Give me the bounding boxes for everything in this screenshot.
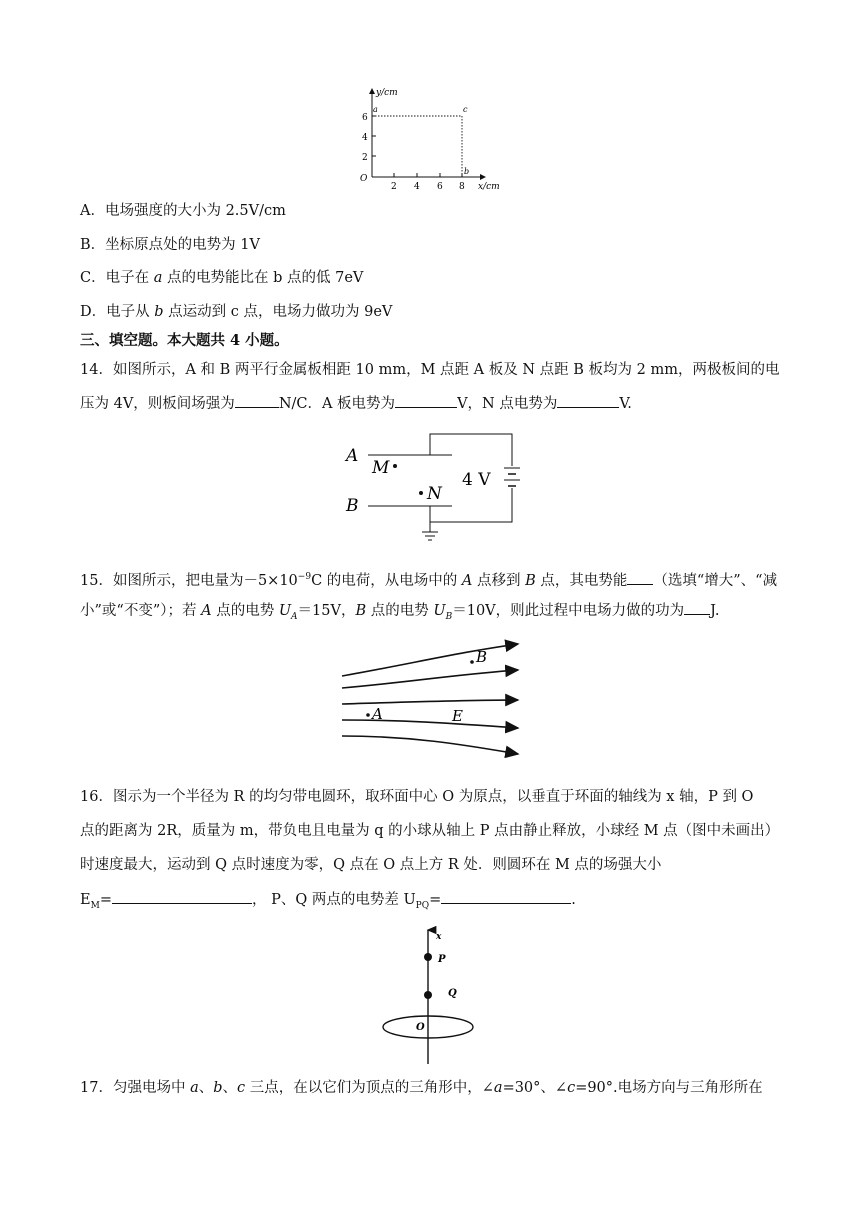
q14-blank-n-potential[interactable] — [557, 393, 619, 408]
y-tick-4: 4 — [362, 133, 368, 143]
label-p: P — [438, 954, 446, 965]
x-tick-2: 2 — [391, 182, 397, 192]
label-a: A — [372, 705, 383, 723]
q14-line2: 压为 4V，则板间场强为 N/C．A 板电势为 V，N 点电势为 V. — [80, 393, 632, 414]
q16-line2: 点的距离为 2R，质量为 m，带负电且电量为 q 的小球从轴上 P 点由静止释放，小球经 M 点（图中未画出） — [80, 823, 780, 839]
q13-coordinate-figure — [350, 85, 520, 195]
field-line-5 — [342, 736, 518, 754]
q13-option-a: A．电场强度的大小为 2.5V/cm — [80, 203, 286, 219]
q16-line4: $E_M=$ ， P、Q 两点的电势差 $U_{PQ}=$ . — [80, 889, 576, 916]
point-a-label: a — [373, 105, 378, 114]
q13-option-c: C．电子在 a 点的电势能比在 b 点的低 7eV — [80, 270, 364, 286]
x-tick-6: 6 — [437, 182, 443, 192]
q14-plates-figure — [340, 428, 540, 553]
field-line-3 — [342, 700, 518, 704]
point-a-dot — [366, 713, 370, 717]
point-m-dot — [393, 464, 397, 468]
label-b: B — [476, 648, 488, 666]
q15-line1: 15．如图所示，把电量为$-5\times 10^{-9}C$ 的电荷，从电场中的 A 点移到 B 点，其电势能 （选填“增大”、“减 — [80, 567, 777, 591]
q15-field-lines-figure — [340, 630, 525, 760]
field-line-2 — [342, 670, 518, 688]
label-e: E — [452, 707, 463, 725]
q15-line2: 小”或“不变”）；若 A 点的电势 $U_A=15V$，B 点的电势 $U_B=10V$，则此过程中电场力做的功为 J. — [80, 600, 719, 627]
label-m: M — [372, 458, 390, 478]
circuit-wire — [430, 434, 512, 466]
y-axis-label: y/cm — [376, 88, 398, 98]
point-b-dot — [470, 660, 474, 664]
x-tick-4: 4 — [414, 182, 420, 192]
voltage-label: 4 V — [462, 470, 491, 490]
label-b: B — [346, 496, 359, 516]
x-tick-8: 8 — [459, 182, 465, 192]
point-c-label: c — [463, 105, 468, 114]
origin-label: O — [360, 174, 368, 184]
field-line-4 — [342, 720, 518, 728]
q13-option-b: B．坐标原点处的电势为 1V — [80, 237, 260, 253]
q15-blank-energy-change[interactable] — [627, 570, 653, 585]
q17-line1: 17．匀强电场中 a、b、c 三点，在以它们为顶点的三角形中，∠a=30°、∠c=90°.电场方向与三角形所在 — [80, 1080, 763, 1096]
label-n: N — [427, 484, 442, 504]
point-p-dot — [424, 953, 432, 961]
q16-blank-upq[interactable] — [441, 889, 571, 904]
point-b-label: b — [464, 167, 470, 176]
q13-option-d: D．电子从 b 点运动到 c 点，电场力做功为 9eV — [80, 304, 393, 320]
y-tick-2: 2 — [362, 153, 368, 163]
label-q: Q — [448, 988, 457, 999]
y-tick-6: 6 — [362, 113, 368, 123]
field-line-1 — [342, 644, 518, 676]
q15-blank-work[interactable] — [684, 600, 710, 615]
point-n-dot — [419, 491, 423, 495]
q14-blank-a-potential[interactable] — [395, 393, 457, 408]
point-q-dot — [424, 991, 432, 999]
q16-line3: 时速度最大，运动到 Q 点时速度为零，Q 点在 O 点上方 R 处．则圆环在 M 点的场强大小 — [80, 857, 662, 873]
q14-line1: 14．如图所示，A 和 B 两平行金属板相距 10 mm，M 点距 A 板及 N 点距 B 板均为 2 mm，两极板间的电 — [80, 362, 780, 378]
label-o: O — [416, 1022, 425, 1033]
x-axis-label: x/cm — [478, 182, 500, 192]
q16-blank-em[interactable] — [112, 889, 252, 904]
label-x: x — [436, 932, 442, 942]
q14-blank-field-strength[interactable] — [235, 393, 279, 408]
section-title: 三、填空题。本大题共 4 小题。 — [80, 332, 289, 349]
q16-line1: 16．图示为一个半径为 R 的均匀带电圆环，取环面中心 O 为原点，以垂直于环面的轴线为 x 轴，P 到 O — [80, 789, 754, 805]
label-a: A — [346, 446, 359, 466]
q16-ring-figure — [380, 924, 480, 1066]
